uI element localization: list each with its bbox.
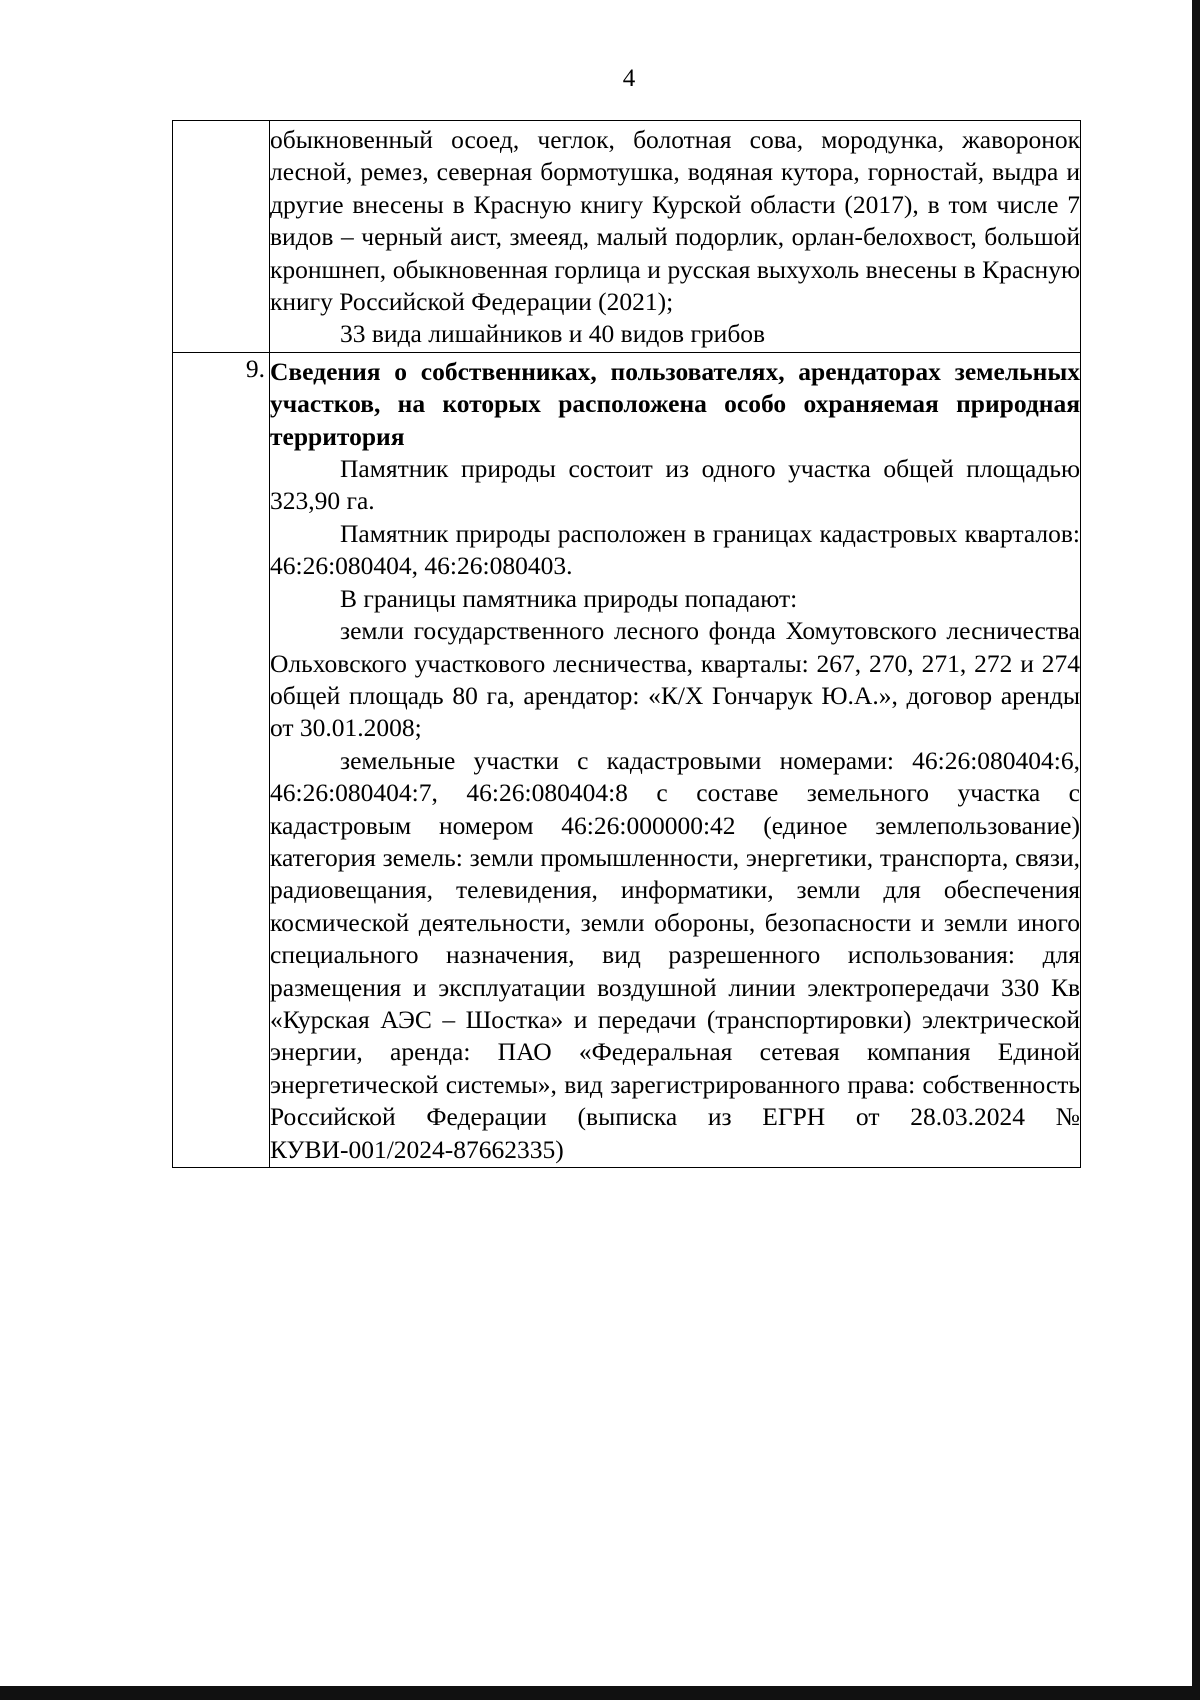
paragraph: земли государственного лесного фонда Хомутовского лесничества Ольховского участкового лесничества, кварталы: 267, 270, 271, 272 и 274 общей площадь 80 га, арендатор: «К/Х Гончарук Ю.А.», договор аренды от 30.01.2008; bbox=[270, 616, 1080, 743]
row-content-cell bbox=[270, 352, 1081, 1167]
table-row bbox=[173, 352, 1081, 1167]
paragraph: 33 вида лишайников и 40 видов грибов bbox=[340, 319, 766, 349]
table-row bbox=[173, 121, 1081, 353]
paragraph: обыкновенный осоед, чеглок, болотная сова, мородунка, жаворонок лесной, ремез, северная бормотушка, водяная кутора, горностай, выдра и другие внесены в Красную книгу Курской области (2017), в том числе 7 видов – черный аист, змееяд, малый подорлик, орлан-белохвост, большой кроншнеп, обыкновенная горлица и русская выхухоль внесены в Красную книгу Российской Федерации (2021); bbox=[270, 125, 1080, 317]
paragraph: Памятник природы состоит из одного участка общей площадью 323,90 га. bbox=[270, 454, 1080, 516]
row-content-cell bbox=[270, 121, 1081, 353]
page-number: 4 bbox=[622, 65, 636, 92]
document-table bbox=[172, 120, 1081, 1168]
scan-edge-right bbox=[1192, 0, 1200, 1700]
section-heading: Сведения о собственниках, пользователях, арендаторах земельных участков, на которых расположена особо охраняемая природная территория bbox=[270, 356, 1080, 451]
row-number-cell bbox=[173, 121, 270, 353]
row-number-cell bbox=[173, 352, 270, 1167]
paragraph: В границы памятника природы попадают: bbox=[340, 583, 798, 613]
paragraph: Памятник природы расположен в границах кадастровых кварталов: 46:26:080404, 46:26:080403. bbox=[270, 518, 1080, 581]
scan-edge-bottom bbox=[0, 1686, 1200, 1700]
row-number: 9. bbox=[245, 353, 265, 383]
paragraph: земельные участки с кадастровыми номерами: 46:26:080404:6, 46:26:080404:7, 46:26:080404:8 с составе земельного участка с кадастровым номером 46:26:000000:42 (единое землепользование) категория земель: земли промышленности, энергетики, транспорта, связи, радиовещания, телевидения, информатики, земли для обеспечения космической деятельности, земли обороны, безопасности и земли иного специального назначения, вид разрешенного использования: для размещения и эксплуатации воздушной линии электропередачи 330 Кв «Курская АЭС – Шостка» и передачи (транспортировки) электрической энергии, аренда: ПАО «Федеральная сетевая компания Единой энергетической системы», вид зарегистрированного права: собственность Российской Федерации (выписка из ЕГРН от 28.03.2024 № КУВИ-001/2024-87662335) bbox=[270, 745, 1080, 1164]
